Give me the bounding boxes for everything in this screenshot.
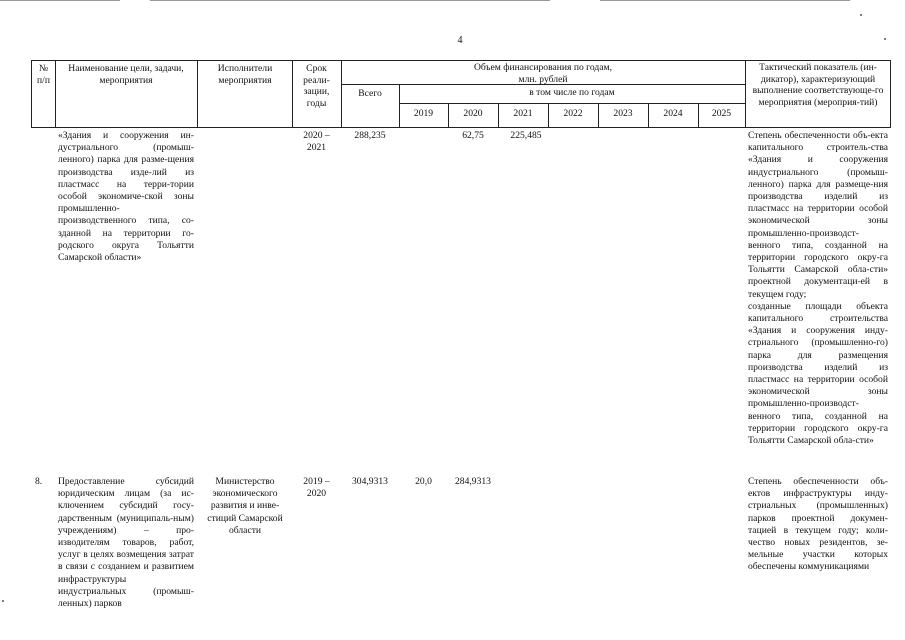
- header-indicator: Тактический показатель (ин-дикатор), характеризующий выполнение соответствующе-го мероприятия (мероприя-тий): [752, 62, 884, 108]
- row-divider: [399, 103, 745, 104]
- row-8-2020: 284,9313: [455, 476, 491, 487]
- row-1-total: 288,235: [354, 130, 386, 141]
- header-name: Наименование цели, задачи, мероприятия: [68, 63, 184, 86]
- header-funding: Объем финансирования по годам, млн. рублей: [473, 62, 613, 85]
- row-8-name: Предоставление субсидий юридическим лицам (за ис-ключением субсидий госу-дарственным (муниципаль-ным) учреждениям) – про-изводителям товаров, работ, услуг в целях возмещения затрат в связи с созданием и развитием инфраструктуры индустриальных (промыш-ленных) парков: [58, 476, 194, 610]
- header-year-2021: 2021: [513, 108, 533, 119]
- header-term: Срок реали-зации, годы: [303, 63, 330, 109]
- header-year-2022: 2022: [563, 108, 583, 119]
- header-year-2024: 2024: [663, 108, 683, 119]
- row-1-2021: 225,485: [510, 130, 542, 141]
- row-8-2019: 20,0: [415, 476, 432, 487]
- header-year-2025: 2025: [711, 108, 732, 119]
- top-border-line: [0, 0, 905, 1]
- scan-speck: [2, 600, 4, 602]
- row-1-name: «Здания и сооружения ин-дустриального (промыш-ленного) парка для разме-щения производства изде-лий из пластмасс на терри-тории особой экономиче-ской зоны промышленно-производственного типа, со-зданной на территории го-родского округа Тольятти Самарской области»: [58, 130, 194, 264]
- row-1-2020: 62,75: [462, 130, 484, 141]
- header-executors: Исполнители мероприятия: [217, 63, 273, 86]
- column-divider: [292, 60, 293, 128]
- header-year-2019: 2019: [413, 108, 434, 119]
- row-8-num: 8.: [35, 476, 43, 487]
- page-number: 4: [457, 35, 463, 46]
- header-num: № п/п: [37, 63, 50, 86]
- scan-speck: [860, 14, 862, 16]
- row-8-term: 2019 – 2020: [303, 476, 330, 500]
- column-divider: [197, 60, 198, 128]
- row-1-indicator: Степень обеспеченности объ-екта капитального строитель-ства «Здания и сооружения индустриального (промыш-ленного) парка для размеще-ния производства изделий из пластмасс на территории особой экономической зоны промышленно-производст-венного типа, созданной на территории городского окру-га Тольятти Самарской обла-сти» проектной документаци-ей в текущем году; созданные площади объекта капитального строительства «Здания и сооружения инду-стриального (промышленно-го) парка для размещения производства изделий из пластмасс на территории особой экономической зоны промышленно-производст-венного типа, созданной на территории городского окру-га Тольятти Самарской обла-сти»: [748, 130, 888, 447]
- row-8-executors: Министерство экономического развития и инве-стиций Самарской области: [207, 476, 283, 536]
- row-8-indicator: Степень обеспеченности объ-ектов инфраструктуры инду-стриальных (промышленных) парков проектной докумен-тацией в текущем году; коли-чество новых резидентов, зе-мельные участки которых обеспечены коммуникациями: [748, 476, 888, 573]
- header-year-2020: 2020: [463, 108, 483, 119]
- header-year-2023: 2023: [613, 108, 633, 119]
- scan-speck: [884, 38, 886, 40]
- row-1-term: 2020 – 2021: [303, 130, 330, 154]
- column-divider: [745, 60, 746, 128]
- column-divider: [55, 60, 56, 128]
- row-8-total: 304,9313: [352, 476, 388, 487]
- header-including: в том числе по годам: [529, 87, 615, 98]
- header-total: Всего: [358, 88, 382, 99]
